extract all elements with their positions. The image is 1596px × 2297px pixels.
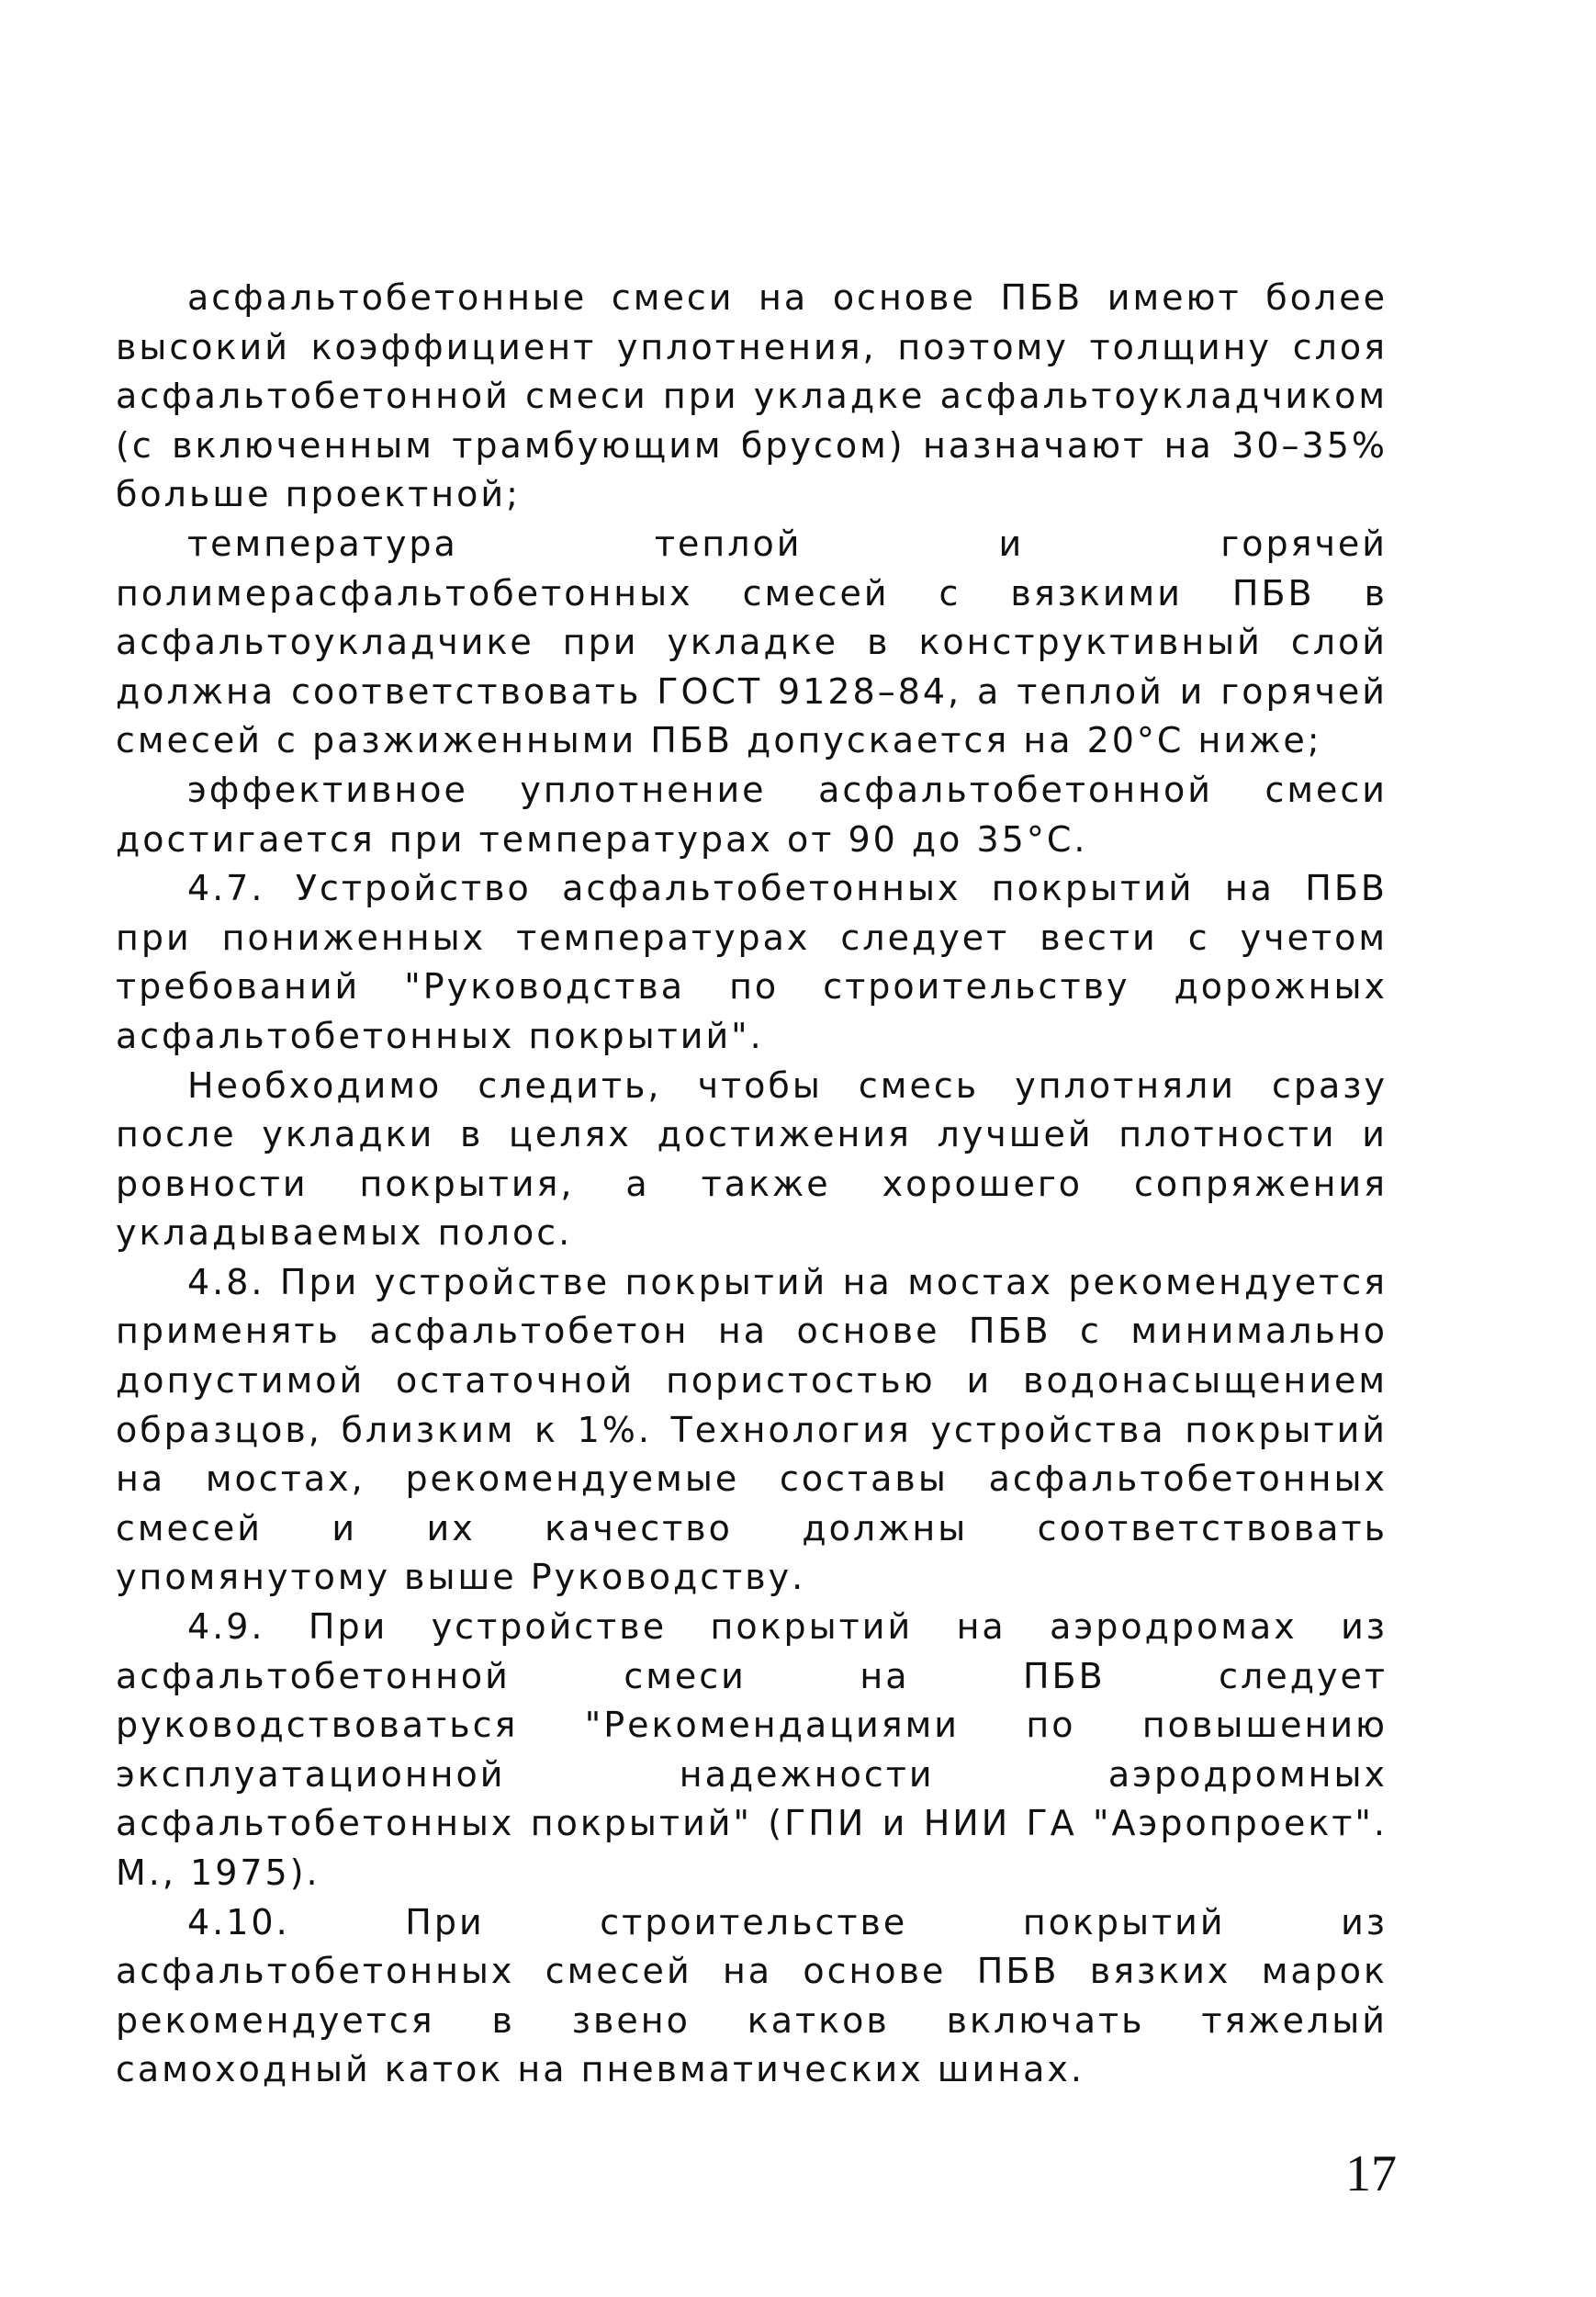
page-number: 17: [1345, 2145, 1397, 2202]
paragraph-4-7: 4.7. Устройство асфальтобетонных покрытий на ПБВ при пониженных температурах следует вести с учетом требований "Руководства по строительству дорожных асфальтобетонных покрытий".: [116, 868, 1388, 1056]
paragraph-compaction-coefficient: асфальтобетонные смеси на основе ПБВ имеют более высокий коэффициент уплотнения, поэтому толщину слоя асфальтобетонной смеси при укладке асфальтоукладчиком (с включенным трамбующим брусом) назначают на 30–35% больше проектной;: [116, 277, 1388, 515]
paragraph-4-9: 4.9. При устройстве покрытий на аэродромах из асфальтобетонной смеси на ПБВ следует руководствоваться "Рекомендациями по повышению эксплуатационной надежности аэродромных асфальтобетонных покрытий" (ГПИ и НИИ ГА "Аэропроект". М., 1975).: [116, 1606, 1388, 1893]
paragraph-mix-temperature: температура теплой и горячей полимерасфальтобетонных смесей с вязкими ПБВ в асфальтоукладчике при укладке в конструктивный слой должна соответствовать ГОСТ 9128–84, а теплой и горячей смесей с разжиженными ПБВ допускается на 20°С ниже;: [116, 523, 1388, 761]
paragraph-compaction-timing: Необходимо следить, чтобы смесь уплотняли сразу после укладки в целях достижения лучшей плотности и ровности покрытия, а также хорошего сопряжения укладываемых полос.: [116, 1064, 1388, 1254]
paragraph-effective-compaction: эффективное уплотнение асфальтобетонной смеси достигается при температурах от 90 до 35°С.: [116, 769, 1388, 860]
paragraph-4-8: 4.8. При устройстве покрытий на мостах рекомендуется применять асфальтобетон на основе ПБВ с минимально допустимой остаточной пористостью и водонасыщением образцов, близким к 1%. Технология устройства покрытий на мостах, рекомендуемые составы асфальтобетонных смесей и их качество должны соответствовать упомянутому выше Руководству.: [116, 1261, 1388, 1598]
paragraph-4-10: 4.10. При строительстве покрытий из асфальтобетонных смесей на основе ПБВ вязких марок рекомендуется в звено катков включать тяжелый самоходный каток на пневматических шинах.: [116, 1901, 1388, 2090]
body-text: [116, 274, 1388, 2095]
